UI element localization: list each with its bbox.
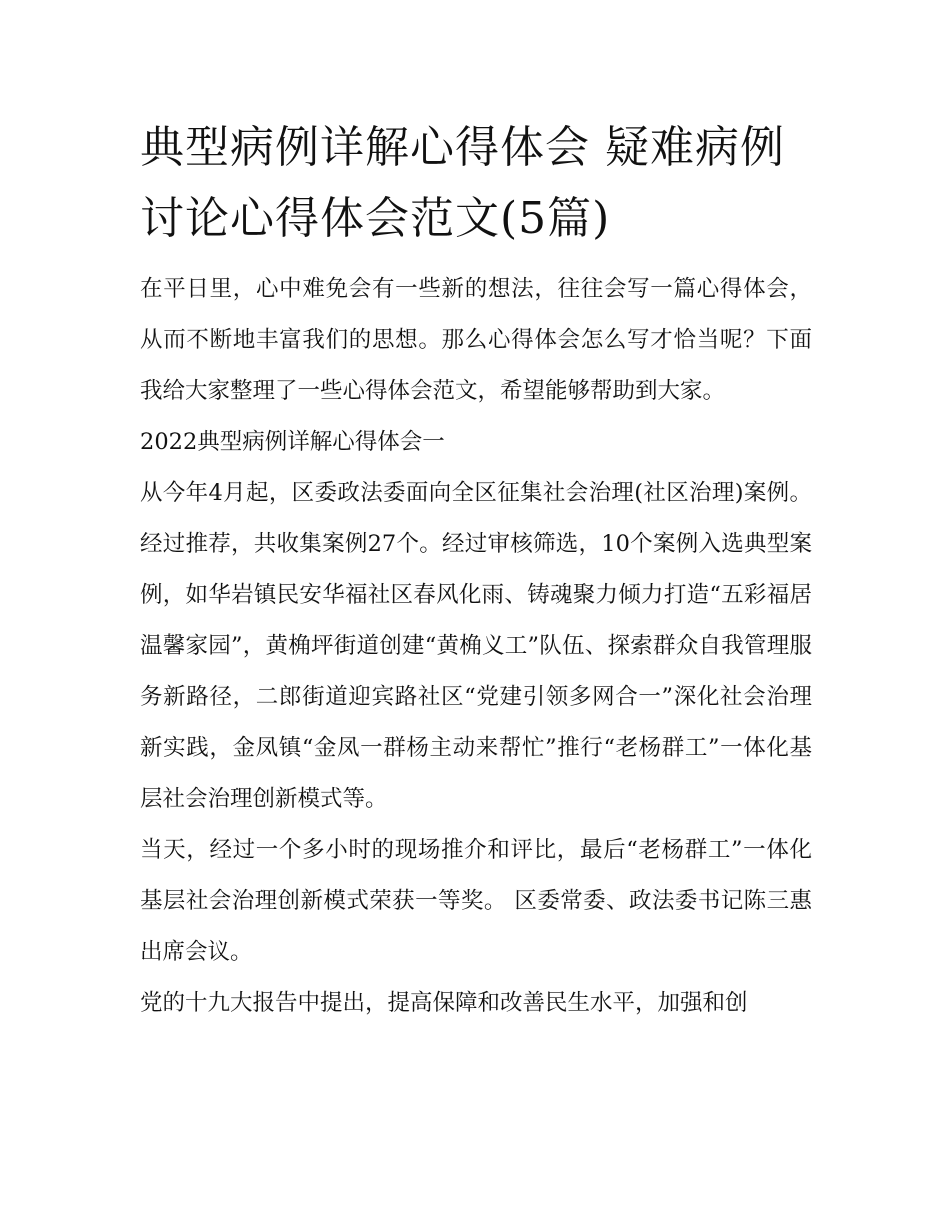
section-heading: 2022典型病例详解心得体会一 bbox=[140, 429, 445, 455]
body-paragraph: 从今年4月起，区委政法委面向全区征集社会治理(社区治理)案例。经过推荐，共收集案例27个。经过审核筛选，10个案例入选典型案例，如华岩镇民安华福社区春风化雨、铸魂聚力倾力打造“五彩福居温馨家园”，黄桷坪街道创建“黄桷义工”队伍、探索群众自我管理服务新路径，二郎街道迎宾路社区“党建引领多网合一”深化社会治理新实践，金凤镇“金凤一群杨主动来帮忙”推行“老杨群工”一体化基层社会治理创新模式等。 bbox=[140, 480, 812, 812]
body-paragraph: 当天，经过一个多小时的现场推介和评比，最后“老杨群工”一体化基层社会治理创新模式荣获一等奖。 区委常委、政法委书记陈三惠出席会议。 bbox=[140, 837, 812, 965]
intro-paragraph: 在平日里，心中难免会有一些新的想法，往往会写一篇心得体会，从而不断地丰富我们的思想。那么心得体会怎么写才恰当呢？下面我给大家整理了一些心得体会范文，希望能够帮助到大家。 bbox=[140, 276, 812, 404]
body-paragraph: 党的十九大报告中提出，提高保障和改善民生水平，加强和创 bbox=[140, 990, 748, 1016]
document-body bbox=[140, 112, 812, 1029]
document-title: 典型病例详解心得体会 疑难病例讨论心得体会范文(5篇) bbox=[140, 122, 785, 244]
